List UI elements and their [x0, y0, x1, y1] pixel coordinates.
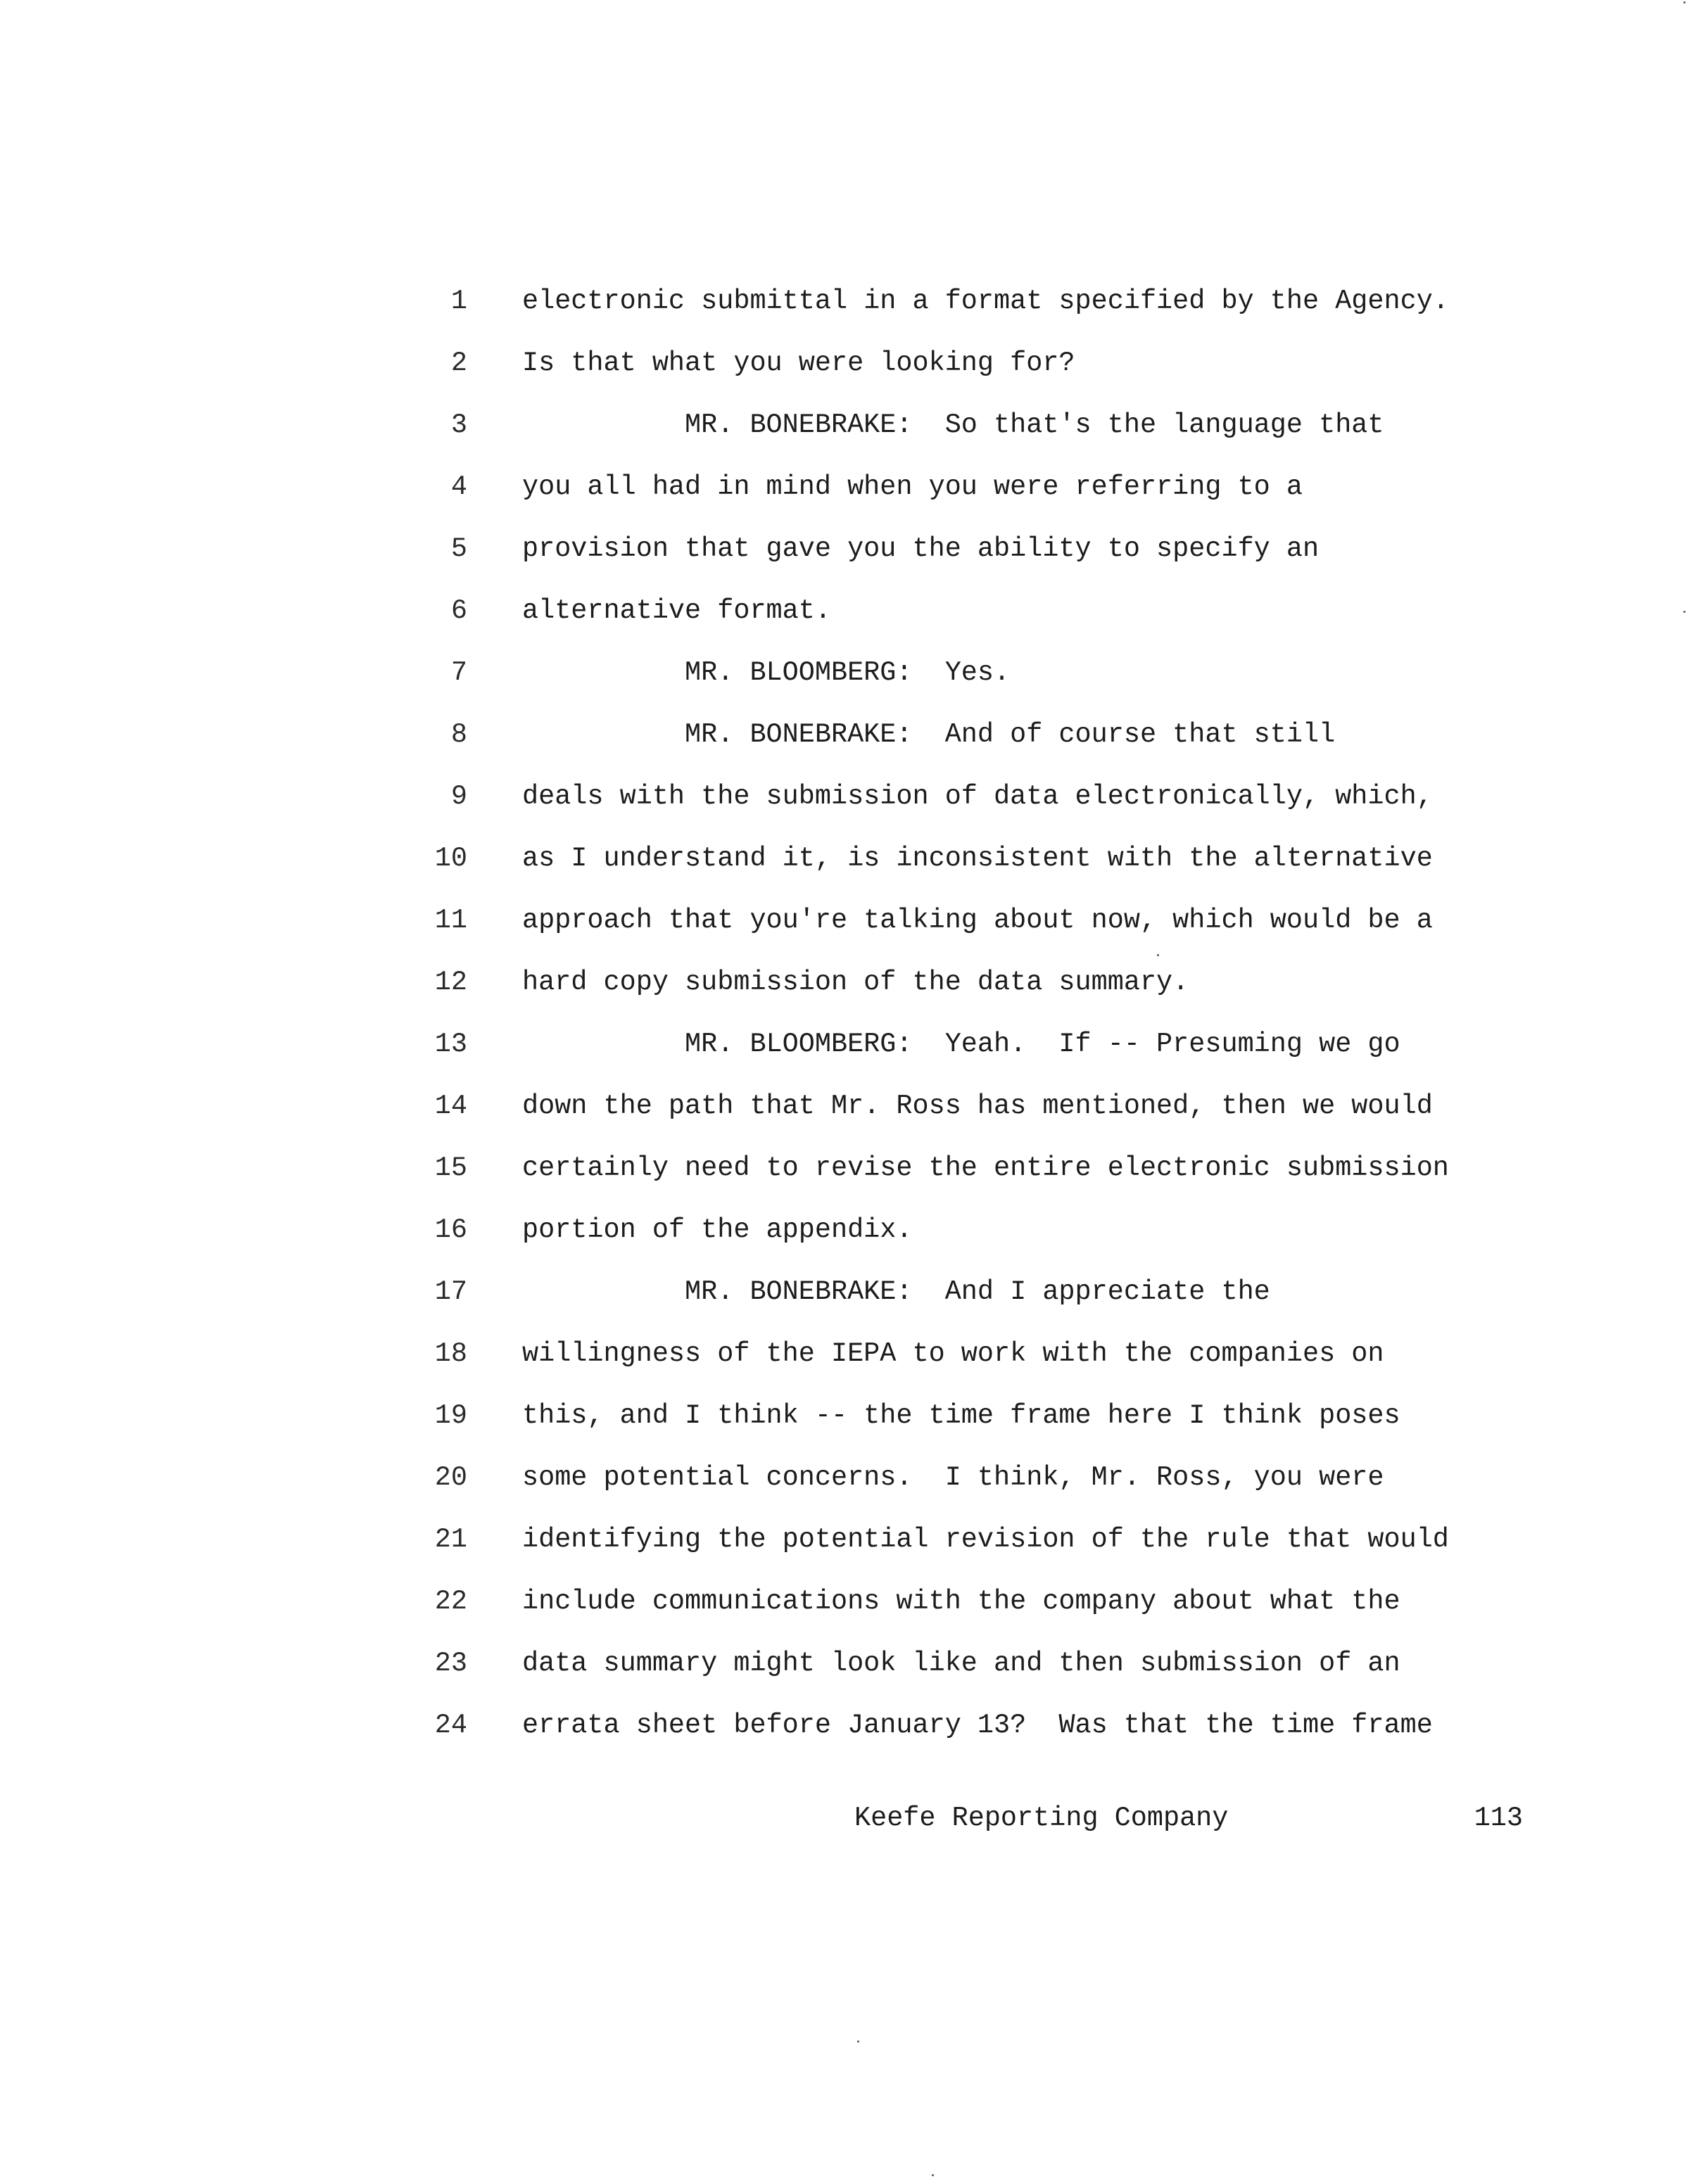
- page-number: 113: [1474, 1803, 1523, 1834]
- line-number: 23: [434, 1648, 467, 1679]
- line-text: you all had in mind when you were referring to a: [522, 471, 1303, 502]
- line-text: this, and I think -- the time frame here I think poses: [522, 1400, 1400, 1431]
- transcript-line: [0, 704, 1689, 766]
- line-text: approach that you're talking about now, which would be a: [522, 905, 1433, 936]
- line-text: identifying the potential revision of the rule that would: [522, 1524, 1449, 1555]
- line-text: as I understand it, is inconsistent with the alternative: [522, 843, 1433, 874]
- transcript-line: [0, 1199, 1689, 1261]
- transcript-line: [0, 1075, 1689, 1137]
- line-number: 3: [450, 410, 467, 440]
- line-number: 17: [434, 1276, 467, 1307]
- line-text: MR. BONEBRAKE: So that's the language that: [522, 410, 1384, 440]
- transcript-body: [0, 270, 1689, 1756]
- transcript-line: [0, 889, 1689, 951]
- line-text: certainly need to revise the entire electronic submission: [522, 1153, 1449, 1183]
- transcript-line: [0, 1137, 1689, 1199]
- line-text: electronic submittal in a format specified by the Agency.: [522, 286, 1449, 317]
- line-text: alternative format.: [522, 595, 831, 626]
- line-number: 19: [434, 1400, 467, 1431]
- line-text: deals with the submission of data electronically, which,: [522, 781, 1433, 812]
- transcript-line: [0, 827, 1689, 889]
- page-footer: [0, 1797, 1689, 1839]
- line-number: 6: [450, 595, 467, 626]
- scan-speck: [857, 2040, 859, 2043]
- line-number: 7: [450, 657, 467, 688]
- line-number: 8: [450, 719, 467, 750]
- scan-speck: [1683, 1, 1685, 4]
- line-number: 14: [434, 1091, 467, 1122]
- line-text: MR. BONEBRAKE: And of course that still: [522, 719, 1336, 750]
- line-number: 16: [434, 1214, 467, 1245]
- line-number: 20: [434, 1462, 467, 1493]
- line-text: errata sheet before January 13? Was that the time frame: [522, 1710, 1433, 1741]
- transcript-line: [0, 270, 1689, 332]
- transcript-line: [0, 1323, 1689, 1385]
- line-text: willingness of the IEPA to work with the companies on: [522, 1338, 1384, 1369]
- line-text: hard copy submission of the data summary.: [522, 967, 1189, 998]
- line-number: 15: [434, 1153, 467, 1183]
- scan-speck: [1157, 954, 1159, 956]
- transcript-line: [0, 951, 1689, 1013]
- line-number: 4: [450, 471, 467, 502]
- line-text: MR. BLOOMBERG: Yes.: [522, 657, 1011, 688]
- scan-speck: [932, 2174, 934, 2176]
- line-number: 9: [450, 781, 467, 812]
- line-text: portion of the appendix.: [522, 1214, 913, 1245]
- transcript-line: [0, 1570, 1689, 1632]
- transcript-line: [0, 1385, 1689, 1447]
- line-number: 2: [450, 348, 467, 379]
- transcript-line: [0, 1013, 1689, 1075]
- line-number: 13: [434, 1029, 467, 1060]
- transcript-line: [0, 766, 1689, 827]
- transcript-line: [0, 1509, 1689, 1570]
- transcript-line: [0, 1632, 1689, 1694]
- line-text: down the path that Mr. Ross has mentioned, then we would: [522, 1091, 1433, 1122]
- transcript-line: [0, 1261, 1689, 1323]
- transcript-line: [0, 518, 1689, 580]
- scan-speck: [1683, 611, 1685, 613]
- line-number: 21: [434, 1524, 467, 1555]
- line-text: provision that gave you the ability to specify an: [522, 533, 1320, 564]
- transcript-line: [0, 456, 1689, 518]
- line-text: MR. BLOOMBERG: Yeah. If -- Presuming we go: [522, 1029, 1400, 1060]
- transcript-line: [0, 1694, 1689, 1756]
- line-number: 1: [450, 286, 467, 317]
- transcript-line: [0, 394, 1689, 456]
- line-number: 10: [434, 843, 467, 874]
- line-text: include communications with the company about what the: [522, 1586, 1400, 1617]
- line-number: 11: [434, 905, 467, 936]
- line-number: 12: [434, 967, 467, 998]
- reporting-company-name: Keefe Reporting Company: [854, 1803, 1229, 1834]
- transcript-line: [0, 642, 1689, 704]
- line-number: 5: [450, 533, 467, 564]
- line-text: some potential concerns. I think, Mr. Ross, you were: [522, 1462, 1384, 1493]
- line-number: 18: [434, 1338, 467, 1369]
- line-text: data summary might look like and then submission of an: [522, 1648, 1400, 1679]
- line-number: 22: [434, 1586, 467, 1617]
- line-number: 24: [434, 1710, 467, 1741]
- line-text: Is that what you were looking for?: [522, 348, 1075, 379]
- transcript-line: [0, 332, 1689, 394]
- line-text: MR. BONEBRAKE: And I appreciate the: [522, 1276, 1270, 1307]
- transcript-line: [0, 580, 1689, 642]
- transcript-line: [0, 1447, 1689, 1509]
